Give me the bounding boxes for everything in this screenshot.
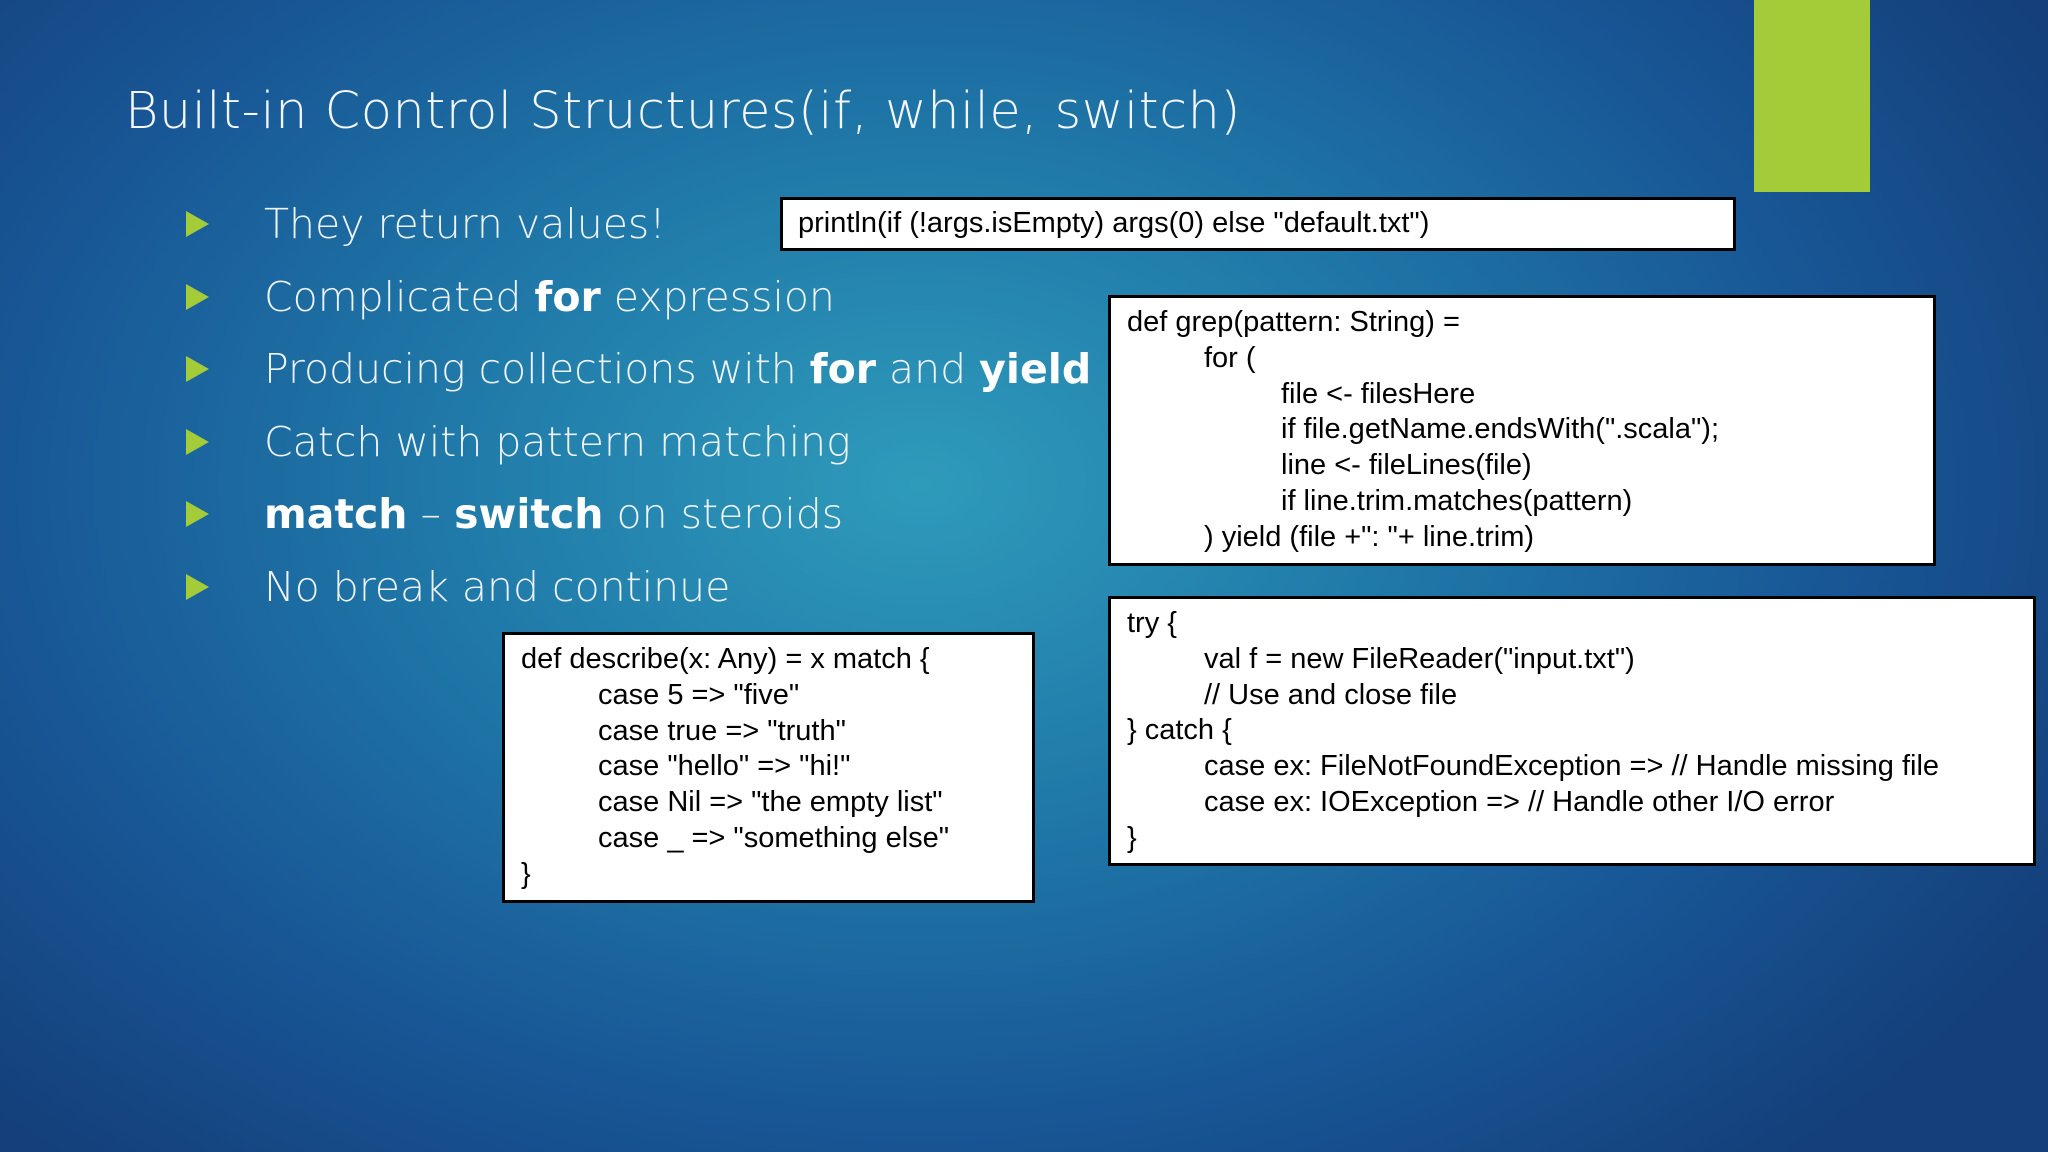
code-line: }	[1127, 821, 1137, 854]
grep-code-box	[1108, 295, 1936, 566]
code-line: def describe(x: Any) = x match {	[521, 643, 930, 675]
code-line: }	[521, 857, 531, 890]
code-line: for (	[1204, 341, 1256, 374]
code-line: case ex: FileNotFoundException => // Handle missing file	[1204, 750, 1940, 783]
bullet-arrow-icon	[186, 501, 209, 527]
code-line: ) yield (file +": "+ line.trim)	[1204, 520, 1535, 553]
bullet-arrow-icon	[186, 356, 209, 382]
keyword: for	[809, 345, 876, 394]
keyword: for	[534, 272, 601, 321]
code-line: // Use and close file	[1204, 678, 1458, 711]
bullet-arrow-icon	[186, 284, 209, 310]
code-line: def grep(pattern: String) =	[1127, 306, 1460, 338]
code-line: val f = new FileReader("input.txt")	[1204, 642, 1635, 675]
code-line: try {	[1127, 607, 1177, 639]
bullet-item	[186, 406, 1091, 479]
slide-title: Built-in Control Structures(if, while, switch)	[125, 82, 1241, 141]
bullet-arrow-icon	[186, 211, 209, 237]
bullet-item	[186, 478, 1091, 551]
keyword: switch	[454, 490, 604, 539]
bullet-item	[186, 261, 1091, 334]
code-line: case "hello" => "hi!"	[598, 750, 851, 783]
bullet-text: No break and continue	[264, 562, 731, 611]
code-line: case ex: IOException => // Handle other I/O error	[1204, 785, 1835, 818]
keyword: match	[264, 490, 408, 539]
code-line: if line.trim.matches(pattern)	[1281, 484, 1633, 517]
bullet-text: Producing collections with for and yield	[264, 345, 1092, 394]
code-line: case 5 => "five"	[598, 678, 800, 711]
keyword: yield	[979, 345, 1092, 394]
bullet-text: Complicated for expression	[264, 272, 835, 321]
code-line: file <- filesHere	[1281, 377, 1476, 410]
code-line: case true => "truth"	[598, 714, 846, 747]
code-line: case Nil => "the empty list"	[598, 786, 943, 819]
bullet-item	[186, 333, 1091, 406]
bullet-text: match – switch on steroids	[264, 490, 844, 539]
code-line: if file.getName.endsWith(".scala");	[1281, 413, 1720, 446]
println-code-box	[780, 197, 1736, 251]
describe-code-box	[502, 632, 1035, 903]
bullet-text: Catch with pattern matching	[264, 417, 851, 466]
accent-bar	[1754, 0, 1870, 192]
code-line: } catch {	[1127, 714, 1232, 747]
code-line: line <- fileLines(file)	[1281, 449, 1532, 482]
bullet-list	[186, 188, 1091, 623]
bullet-arrow-icon	[186, 429, 209, 455]
bullet-item	[186, 551, 1091, 624]
bullet-arrow-icon	[186, 574, 209, 600]
code-line: println(if (!args.isEmpty) args(0) else "default.txt")	[798, 207, 1430, 239]
code-line: case _ => "something else"	[598, 821, 950, 854]
try-catch-code-box	[1108, 596, 2036, 866]
bullet-text: They return values!	[264, 200, 666, 249]
